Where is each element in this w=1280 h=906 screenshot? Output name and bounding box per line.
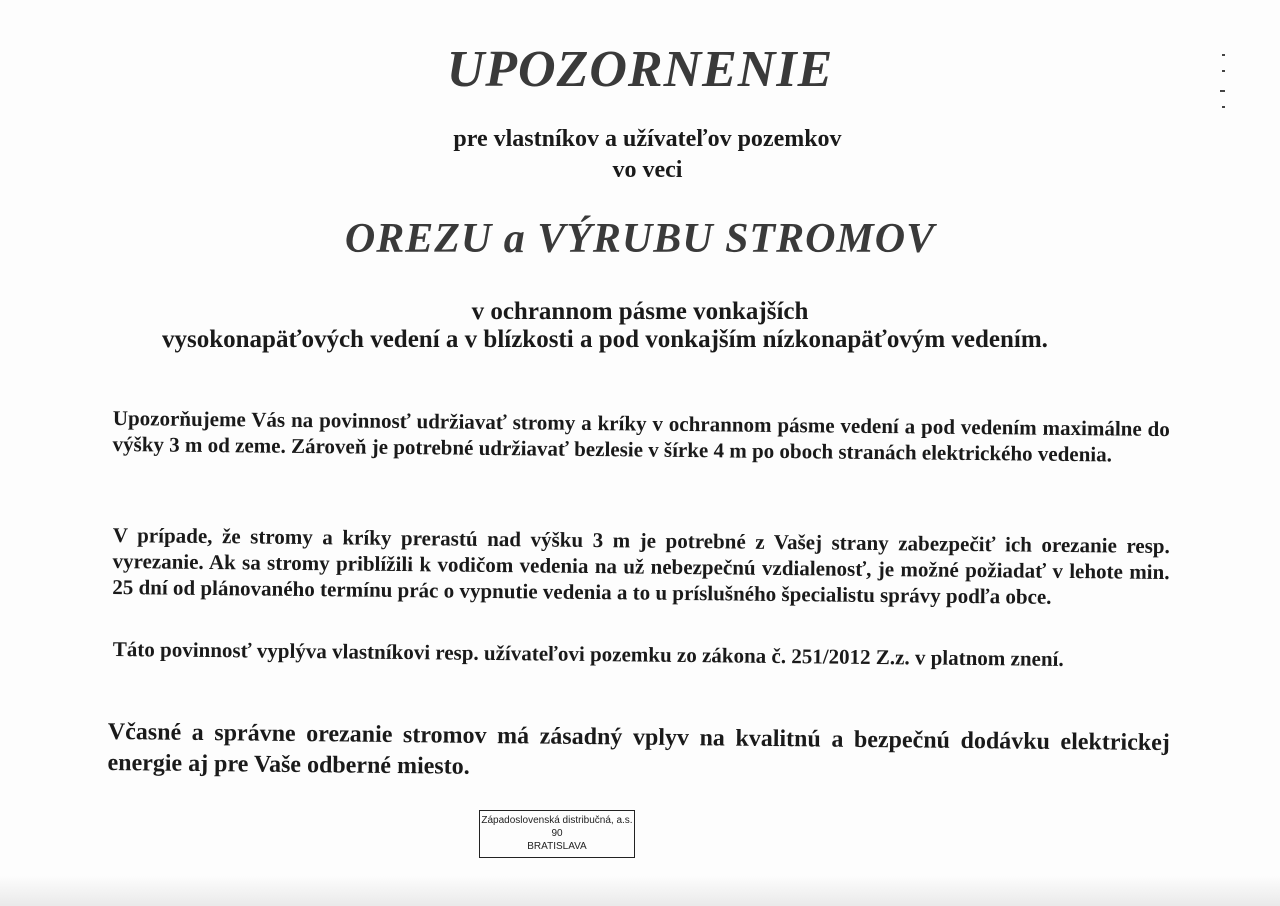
- subtitle-line-1: pre vlastníkov a užívateľov pozemkov: [453, 126, 842, 152]
- stamp-city: BRATISLAVA: [527, 841, 587, 852]
- closing-statement: Včasné a správne orezanie stromov má zásadný vplyv na kvalitnú a bezpečnú dodávku elektrickej energie aj pre Vaše odberné miesto.: [107, 718, 1170, 780]
- paragraph-obligation: Upozorňujeme Vás na povinnosť udržiavať stromy a kríky v ochrannom pásme vedení a pod vedením maximálne do výšky 3 m od zeme. Zároveň je potrebné udržiavať bezlesie v šírke 4 m po oboch stranách elektrického vedenia.: [112, 405, 1170, 467]
- company-stamp: [479, 810, 635, 858]
- scan-edge-shade: [0, 876, 1280, 906]
- stamp-number: 90: [551, 828, 563, 839]
- paragraph-law: Táto povinnosť vyplýva vlastníkovi resp. užívateľovi pozemku zo zákona č. 251/2012 Z.z. v platnom znení.: [112, 636, 1064, 671]
- stamp-company-name: Západoslovenská distribučná, a.s.: [481, 815, 633, 826]
- zone-line-1: v ochrannom pásme vonkajších: [471, 298, 809, 325]
- scan-marks: [1218, 52, 1230, 112]
- subtitle-line-2: vo veci: [612, 157, 683, 183]
- document-title: UPOZORNENIE: [446, 41, 834, 98]
- zone-line-2: vysokonapäťových vedení a v blízkosti a pod vonkajším nízkonapäťovým vedením.: [162, 326, 1048, 353]
- paragraph-overgrowth: V prípade, že stromy a kríky prerastú nad výšku 3 m je potrebné z Vašej strany zabezpečiť ich orezanie resp. vyrezanie. Ak sa stromy priblížili k vodičom vedenia na už nebezpečnú vzdialenosť, je možné požiadať v lehote min. 25 dní od plánovaného termínu prác o vypnutie vedenia a to u príslušného špecialistu správy podľa obce.: [112, 522, 1170, 609]
- subject-title: OREZU a VÝRUBU STROMOV: [344, 216, 936, 262]
